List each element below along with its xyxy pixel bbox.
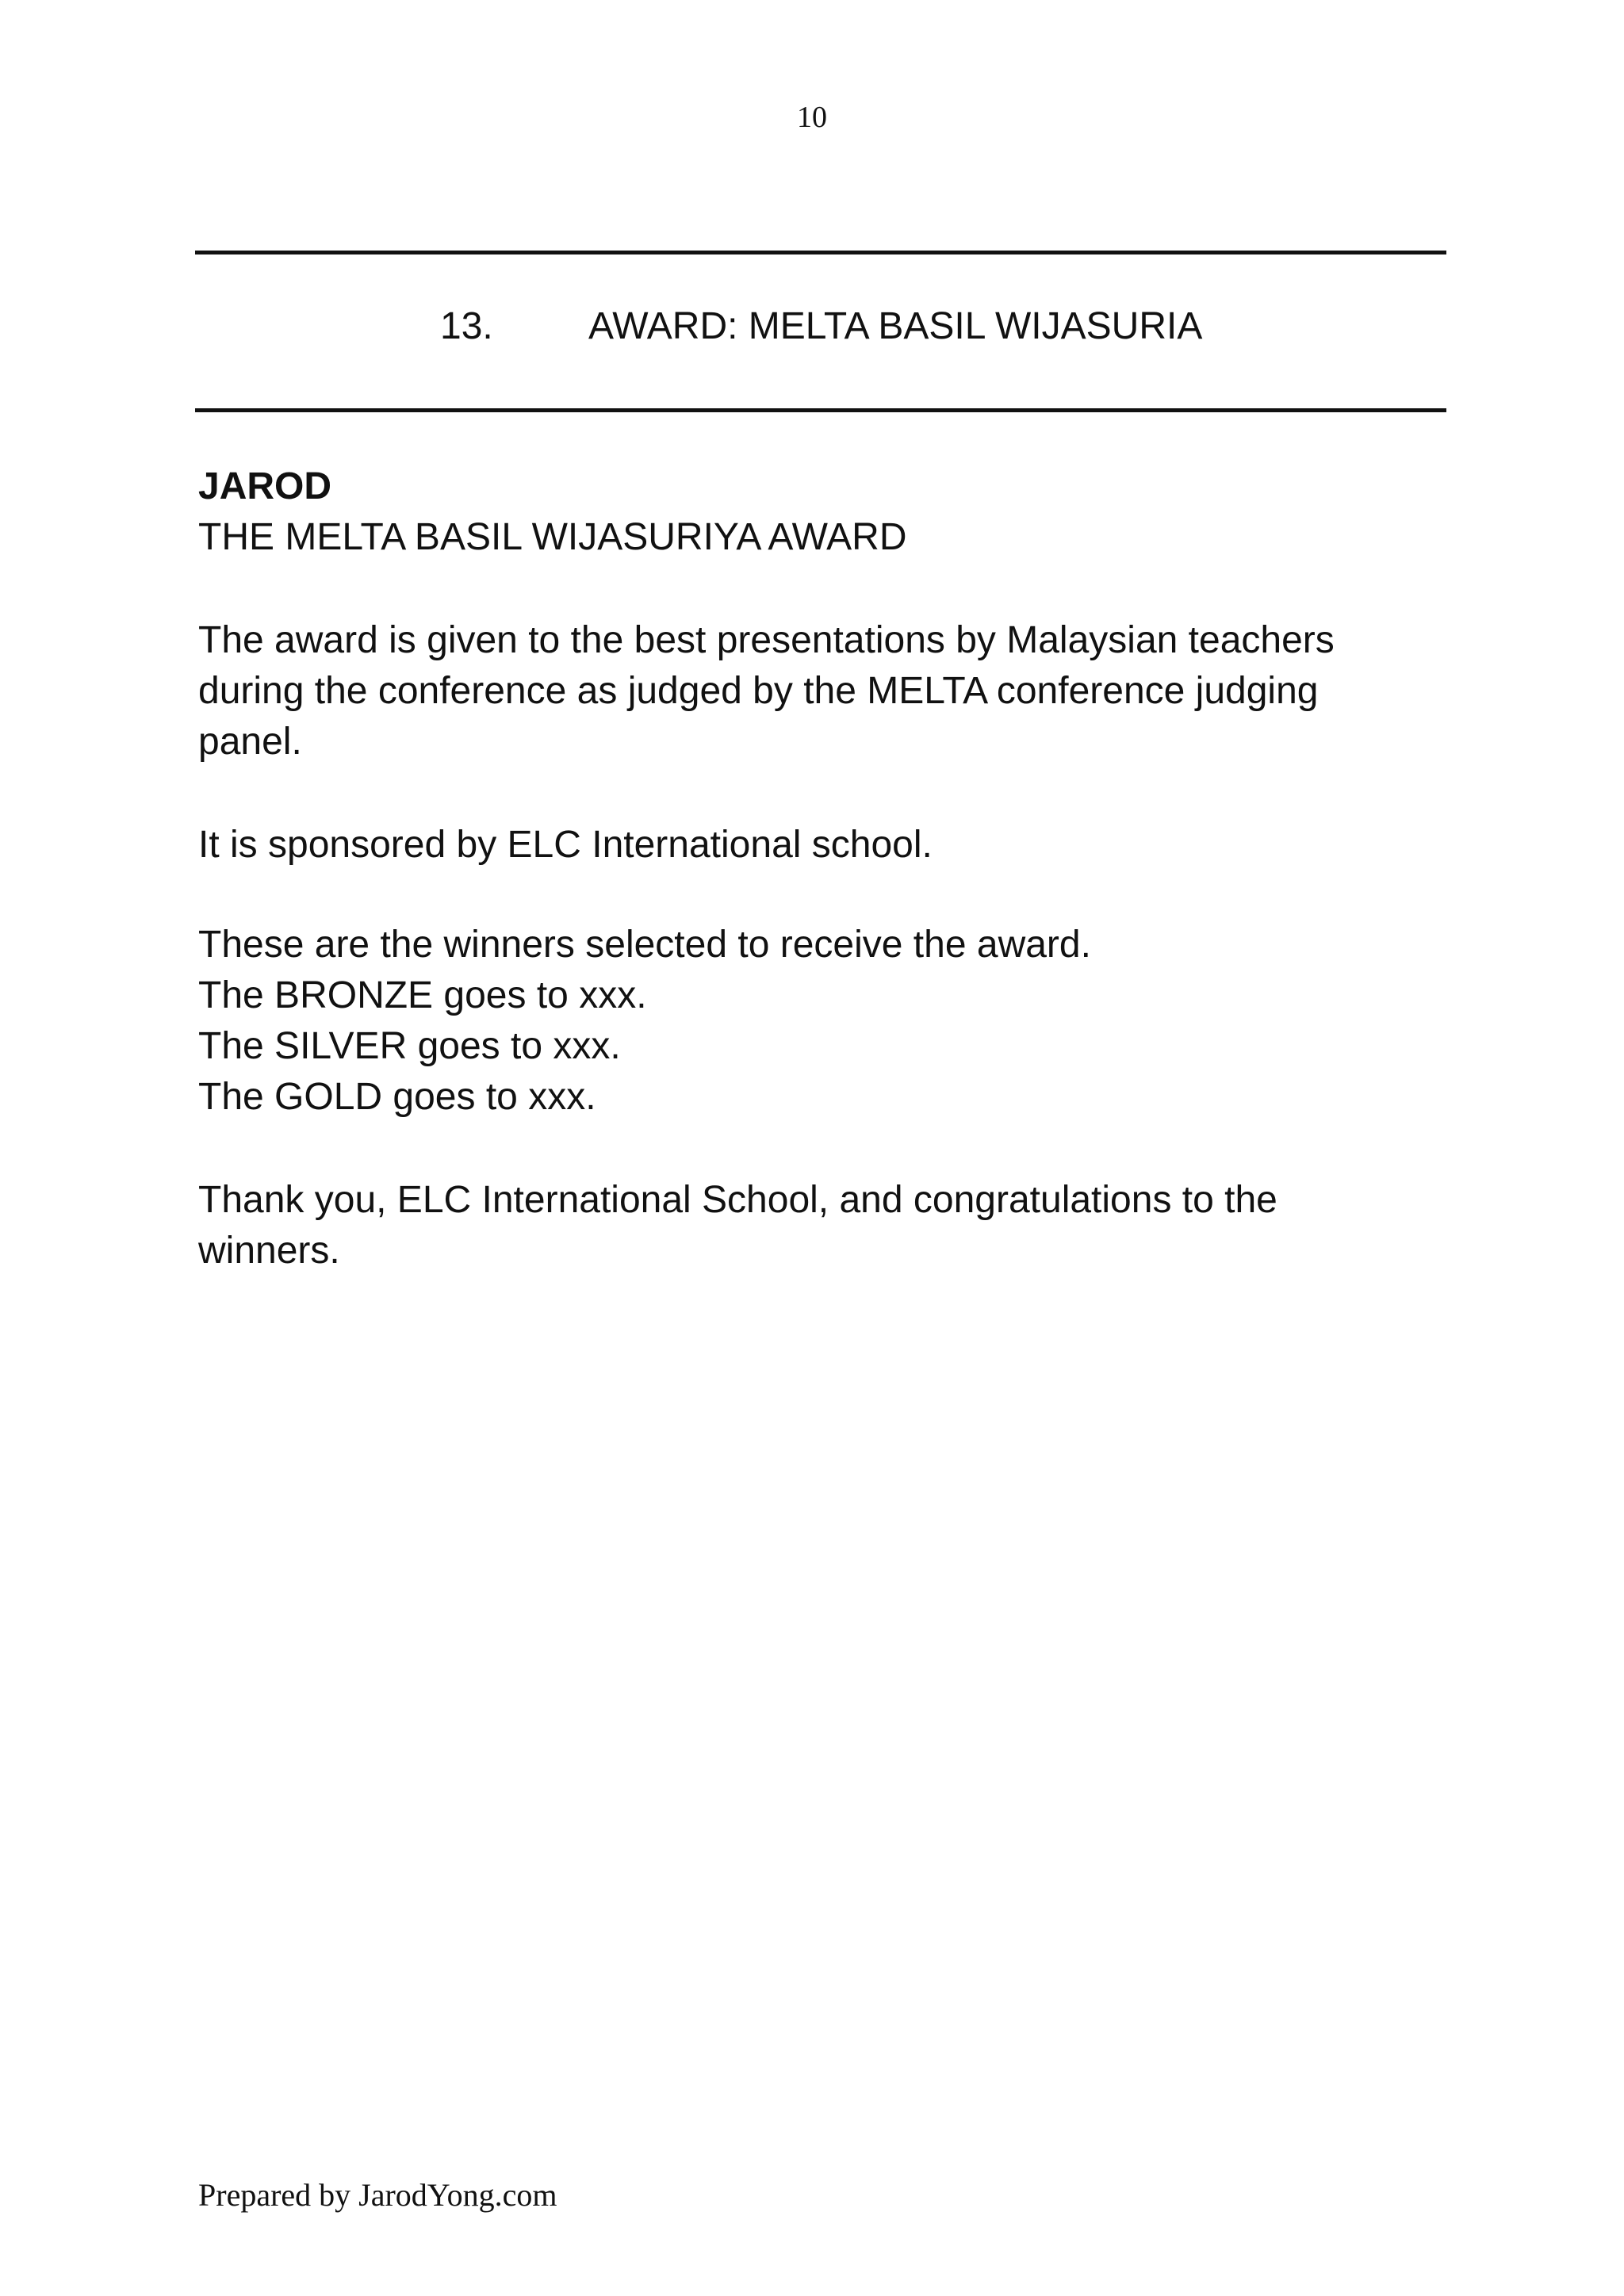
silver-winner: The SILVER goes to xxx. xyxy=(198,1025,621,1067)
sponsor-statement: It is sponsored by ELC International school. xyxy=(198,824,933,866)
winners-intro: These are the winners selected to receive the award. xyxy=(198,924,1091,966)
winners-list xyxy=(198,920,1435,1123)
page-number: 10 xyxy=(797,101,827,134)
section-number: 13. xyxy=(440,305,493,347)
bronze-winner: The BRONZE goes to xxx. xyxy=(198,974,647,1016)
closing-statement: Thank you, ELC International School, and congratulations to the winners. xyxy=(198,1179,1277,1272)
page-footer: Prepared by JarodYong.com xyxy=(198,2177,557,2213)
section-title: AWARD: MELTA BASIL WIJASURIA xyxy=(588,305,1203,347)
bottom-divider xyxy=(195,408,1446,412)
award-name: THE MELTA BASIL WIJASURIYA AWARD xyxy=(198,516,907,558)
award-description: The award is given to the best presentations by Malaysian teachers during the conference as judged by the MELTA conference judging panel. xyxy=(198,619,1335,763)
gold-winner: The GOLD goes to xxx. xyxy=(198,1076,596,1118)
top-divider xyxy=(195,251,1446,254)
speaker-name: JAROD xyxy=(198,465,332,507)
